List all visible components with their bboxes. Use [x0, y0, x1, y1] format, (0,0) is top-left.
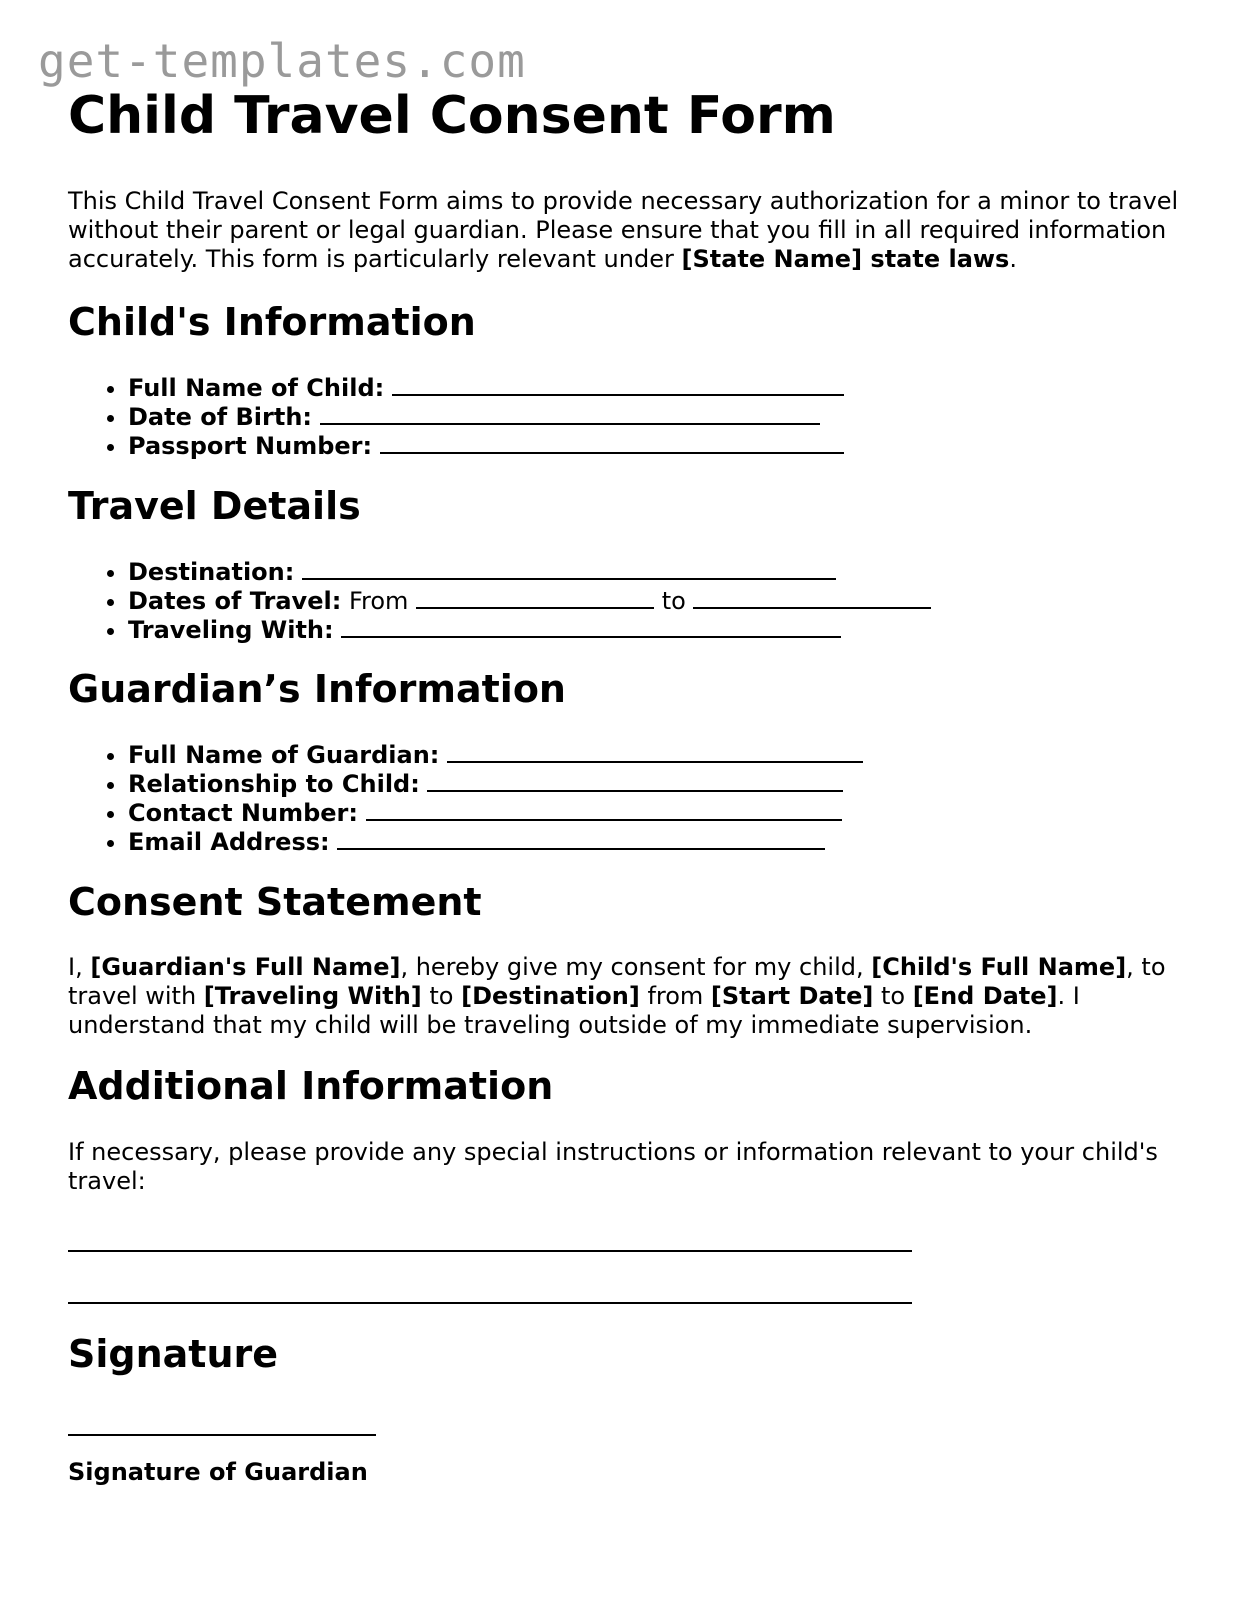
childs-information-heading: Child's Information: [68, 300, 476, 345]
state-laws-placeholder: [State Name] state laws: [681, 245, 1010, 274]
additional-info-line-2[interactable]: [68, 1300, 912, 1304]
field-label: Full Name of Child:: [128, 373, 385, 402]
form-document: [68, 88, 1188, 1487]
travel-details-heading: Travel Details: [68, 483, 361, 528]
end-date-placeholder: [End Date]: [912, 982, 1058, 1011]
child-fields-list: [68, 374, 1188, 461]
contact-number-blank[interactable]: [366, 799, 842, 821]
field-label: Date of Birth:: [128, 402, 313, 431]
relationship-blank[interactable]: [427, 770, 843, 792]
traveling-with-blank[interactable]: [341, 616, 841, 638]
additional-instructions-text: If necessary, please provide any special instructions or information relevant to your child's travel:: [68, 1138, 1158, 1196]
consent-text: to: [421, 982, 462, 1011]
field-label: Traveling With:: [128, 615, 334, 644]
field-label: Contact Number:: [128, 798, 358, 827]
consent-text: . I understand that my child will be traveling outside of my immediate supervision.: [68, 982, 1080, 1040]
consent-text: , to travel with: [68, 953, 1166, 1011]
signature-label-text: Signature of Guardian: [68, 1457, 368, 1486]
email-field: [128, 828, 1188, 857]
child-passport-blank[interactable]: [380, 432, 844, 454]
guardian-name-blank[interactable]: [447, 741, 863, 763]
to-label: to: [661, 586, 686, 615]
email-blank[interactable]: [337, 828, 825, 850]
traveling-with-placeholder: [Traveling With]: [203, 982, 422, 1011]
child-name-blank[interactable]: [392, 374, 844, 396]
field-label: Full Name of Guardian:: [128, 740, 440, 769]
travel-fields-list: [68, 558, 1188, 645]
intro-paragraph: [68, 187, 1188, 274]
field-label: Email Address:: [128, 827, 330, 856]
field-label: Relationship to Child:: [128, 769, 420, 798]
guardian-name-placeholder: [Guardian's Full Name]: [90, 953, 401, 982]
guardian-name-field: [128, 741, 1188, 770]
signature-line[interactable]: [68, 1432, 376, 1436]
start-date-blank[interactable]: [416, 587, 654, 609]
contact-number-field: [128, 799, 1188, 828]
consent-paragraph: [68, 953, 1188, 1040]
intro-text: This Child Travel Consent Form aims to provide necessary authorization for a minor to travel without their parent or legal guardian. Please ensure that you fill in all required information accurately. This form is particularly relevant under: [68, 187, 1179, 274]
child-dob-field: [128, 403, 1188, 432]
child-name-field: [128, 374, 1188, 403]
start-date-placeholder: [Start Date]: [710, 982, 874, 1011]
traveling-with-field: [128, 616, 1188, 645]
guardians-information-heading: Guardian’s Information: [68, 666, 566, 711]
consent-text: , hereby give my consent for my child,: [400, 953, 872, 982]
consent-text: I,: [68, 953, 91, 982]
from-label: From: [348, 586, 409, 615]
destination-placeholder: [Destination]: [461, 982, 640, 1011]
destination-field: [128, 558, 1188, 587]
guardian-fields-list: [68, 741, 1188, 857]
additional-information-heading: Additional Information: [68, 1064, 554, 1109]
field-label: Dates of Travel:: [128, 586, 342, 615]
field-label: Passport Number:: [128, 431, 373, 460]
consent-text: to: [873, 982, 913, 1011]
travel-dates-field: [128, 587, 1188, 616]
child-passport-field: [128, 432, 1188, 461]
consent-text: from: [639, 982, 711, 1011]
end-date-blank[interactable]: [693, 587, 931, 609]
consent-statement-heading: Consent Statement: [68, 879, 482, 924]
field-label: Destination:: [128, 557, 295, 586]
signature-label: [68, 1458, 1188, 1487]
intro-text-end: .: [1009, 245, 1017, 274]
additional-info-line-1[interactable]: [68, 1248, 912, 1252]
signature-heading: Signature: [68, 1332, 279, 1377]
form-title: Child Travel Consent Form: [68, 86, 836, 146]
destination-blank[interactable]: [302, 558, 836, 580]
child-dob-blank[interactable]: [320, 403, 820, 425]
relationship-field: [128, 770, 1188, 799]
watermark: get-templates.com: [38, 34, 526, 88]
child-name-placeholder: [Child's Full Name]: [871, 953, 1127, 982]
